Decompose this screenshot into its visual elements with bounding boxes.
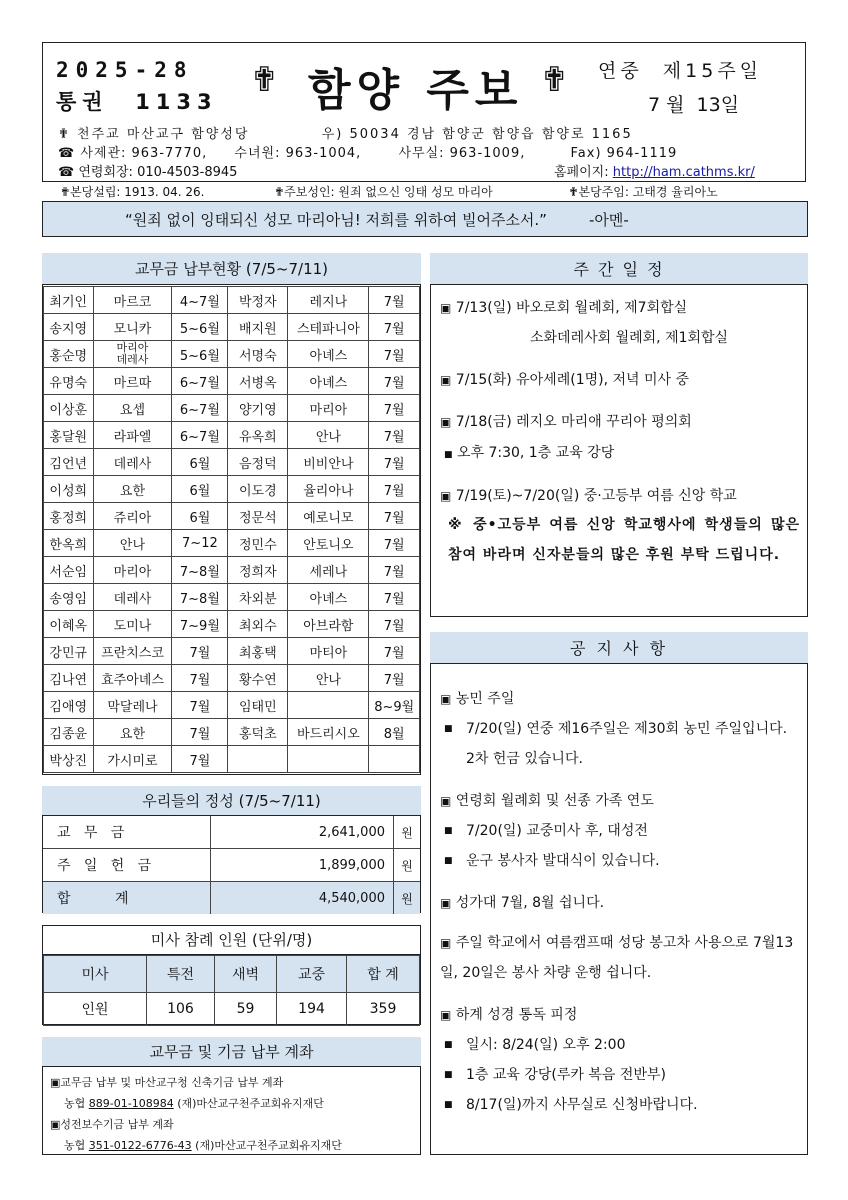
founded-date: 본당설립: 1913. 04. 26.	[70, 185, 205, 199]
table-row	[44, 476, 420, 503]
table-cell: 홍덕초	[228, 719, 288, 746]
postal-address: 우) 50034 경남 함양군 함양읍 함양로 1165	[321, 127, 633, 142]
table-cell	[228, 746, 288, 773]
table-row	[44, 692, 420, 719]
table-row	[44, 287, 420, 314]
table-cell: 유명숙	[44, 368, 94, 395]
table-cell: 김종윤	[44, 719, 94, 746]
bullet-icon: ■	[444, 856, 453, 866]
cross-icon: ✟	[568, 185, 579, 199]
bullet-icon: ■	[444, 1040, 453, 1050]
table-row	[44, 665, 420, 692]
table-cell: 4~7월	[172, 287, 228, 314]
cross-icon: ✟	[58, 127, 78, 142]
table-cell: 마르코	[93, 287, 172, 314]
table-cell: 황수연	[228, 665, 288, 692]
table-cell: 7월	[369, 638, 420, 665]
table-cell: 데레사	[93, 449, 172, 476]
table-cell: 최외수	[228, 611, 288, 638]
table-cell: 인원	[44, 993, 147, 1026]
square-bullet-icon: ▣	[50, 1118, 61, 1131]
mass-table	[43, 955, 420, 1026]
table-cell: 7월	[369, 395, 420, 422]
table-cell: 김언년	[44, 449, 94, 476]
table-cell: 배지원	[228, 314, 288, 341]
table-cell: 5~6월	[172, 314, 228, 341]
table-cell: 아브라함	[288, 611, 369, 638]
table-cell: 마리아	[288, 395, 369, 422]
table-cell: 359	[347, 993, 420, 1026]
table-cell: 쥬리아	[93, 503, 172, 530]
table-header: 합 계	[347, 956, 420, 993]
table-cell: 안나	[288, 665, 369, 692]
dues-table	[43, 286, 420, 773]
table-row	[44, 422, 420, 449]
table-cell: 7월	[369, 476, 420, 503]
table-cell: 요셉	[93, 395, 172, 422]
table-cell: 라파엘	[93, 422, 172, 449]
table-cell	[288, 692, 369, 719]
table-cell: 7월	[369, 341, 420, 368]
address-line	[58, 123, 633, 142]
table-cell: 정희자	[228, 557, 288, 584]
table-cell: 유옥희	[228, 422, 288, 449]
square-bullet-icon: ▣	[440, 896, 452, 910]
office-phone: 사무실: 963-1009,	[398, 146, 526, 161]
table-row	[44, 557, 420, 584]
table-cell: 효주아녜스	[93, 665, 172, 692]
table-cell: 최홍택	[228, 638, 288, 665]
table-row	[44, 314, 420, 341]
table-cell: 서병옥	[228, 368, 288, 395]
table-cell: 7월	[369, 314, 420, 341]
homepage: 홈페이지: http://ham.cathms.kr/	[554, 165, 755, 180]
bullet-icon: ■	[444, 1100, 453, 1110]
bullet-icon: ■	[444, 1070, 453, 1080]
table-cell: 박정자	[228, 287, 288, 314]
table-cell: 5~6월	[172, 341, 228, 368]
mass-title: 미사 참례 인원 (단위/명)	[42, 925, 421, 955]
issue-number: 2025-28	[56, 58, 194, 82]
table-cell: 정문석	[228, 503, 288, 530]
table-cell: 정민수	[228, 530, 288, 557]
offering-row	[43, 849, 420, 882]
table-cell: 7월	[369, 422, 420, 449]
cross-icon: ✟	[540, 60, 569, 100]
table-cell: 홍달원	[44, 422, 94, 449]
table-cell: 송영임	[44, 584, 94, 611]
offering-label: 교 무 금	[43, 816, 211, 848]
square-bullet-icon: ▣	[440, 794, 452, 808]
bulletin-date: 7 월 13일	[648, 94, 740, 116]
offering-title: 우리들의 정성 (7/5~7/11)	[42, 786, 421, 816]
bullet-icon: ■	[444, 724, 453, 734]
table-cell: 서순임	[44, 557, 94, 584]
table-cell: 박상진	[44, 746, 94, 773]
cross-icon: ✟	[250, 60, 279, 100]
table-cell: 7~12	[172, 530, 228, 557]
parish-name: 천주교 마산교구 함양성당	[77, 127, 250, 142]
table-cell: 이성희	[44, 476, 94, 503]
offering-row	[43, 816, 420, 849]
table-cell: 서명숙	[228, 341, 288, 368]
table-header: 미사	[44, 956, 147, 993]
phone-icon: ☎	[58, 165, 79, 180]
table-cell: 7월	[369, 665, 420, 692]
amen-text: -아멘-	[588, 210, 629, 229]
fax-number: Fax) 964-1119	[570, 146, 678, 161]
offering-amount: 2,641,000	[211, 816, 394, 848]
table-cell: 도미나	[93, 611, 172, 638]
table-cell: 7월	[369, 584, 420, 611]
table-cell: 양기영	[228, 395, 288, 422]
pastor-name: 본당주임: 고태경 율리아노	[578, 185, 718, 199]
table-cell: 강민규	[44, 638, 94, 665]
schedule-list: ▣ 7/13(일) 바오로회 월례회, 제7회합실 소화데레사회 월례회, 제1회합실 ▣ 7/15(화) 유아세례(1명), 저녁 미사 중 ▣ 7/18(금) 레지오 마리애 꾸리아 평의회 ■ 오후 7:30, 1층 교육 강당 ▣ 7/19(토)~7/20(일) 중·고등부 여름 신앙 학교 ※ 중•고등부 여름 신앙 학교행사에 학생들의 많은 참여 바라며 신자분들의 많은 후원 부탁 드립니다.	[440, 298, 800, 570]
convent-phone: 수녀원: 963-1004,	[234, 146, 362, 161]
offering-label: 주 일 헌 금	[43, 849, 211, 881]
table-cell: 한옥희	[44, 530, 94, 557]
table-cell: 이상훈	[44, 395, 94, 422]
volume-number: 통권 1133	[56, 90, 218, 114]
table-cell: 비비안나	[288, 449, 369, 476]
legion-contact: ☎ 연령회장: 010-4503-8945	[58, 165, 238, 180]
prayer-banner	[42, 201, 808, 237]
table-cell: 마티아	[288, 638, 369, 665]
table-cell: 세레나	[288, 557, 369, 584]
accounts-body: ▣교무금 납부 및 마산교구청 신축기금 납부 계좌 농협 889-01-108984 (재)마산교구천주교회유지재단 ▣성전보수기금 납부 계좌 농협 351-0122-6776-43 (재)마산교구천주교회유지재단	[50, 1076, 342, 1152]
table-cell: 7월	[369, 368, 420, 395]
offering-unit: 원	[401, 825, 413, 840]
table-row	[44, 503, 420, 530]
table-cell: 7월	[369, 503, 420, 530]
square-bullet-icon: ▣	[440, 1008, 452, 1022]
table-cell: 7월	[172, 665, 228, 692]
notices-title: 공 지 사 항	[430, 632, 808, 664]
schedule-title: 주 간 일 정	[430, 253, 808, 285]
table-row	[44, 584, 420, 611]
table-cell: 요한	[93, 476, 172, 503]
table-cell: 바드리시오	[288, 719, 369, 746]
table-cell: 194	[277, 993, 347, 1026]
table-cell: 가시미로	[93, 746, 172, 773]
bullet-icon: ■	[444, 450, 453, 460]
table-cell: 데레사	[93, 584, 172, 611]
account-number: 351-0122-6776-43	[88, 1139, 192, 1152]
table-cell: 이혜옥	[44, 611, 94, 638]
offering-unit: 원	[401, 858, 413, 873]
table-cell: 7월	[369, 557, 420, 584]
patron-saint: 주보성인: 원죄 없으신 잉태 성모 마리아	[284, 185, 493, 199]
liturgical-week: 연중 제15주일	[598, 60, 763, 82]
table-cell: 차외분	[228, 584, 288, 611]
table-cell: 이도경	[228, 476, 288, 503]
notices-list: ▣ 농민 주일 ■ 7/20(일) 연중 제16주일은 제30회 농민 주일입니다. 2차 헌금 있습니다. ▣ 연령회 월례회 및 선종 가족 연도 ■ 7/20(일) 교중미사 후, 대성전 ■ 운구 봉사자 발대식이 있습니다. ▣ 성가대 7월, 8월 쉽니다. ▣ 주일 학교에서 여름캠프때 성당 봉고차 사용으로 7월13일, 20일은 봉사 차량 운행 쉽니다. ▣ 하계 성경 통독 피정 ■ 일시: 8/24(일) 오후 2:00 ■ 1층 교육 강당(루카 복음 전반부) ■ 8/17(일)까지 사무실로 신청바랍니다.	[440, 688, 800, 1116]
table-cell: 106	[146, 993, 214, 1026]
table-cell: 59	[215, 993, 277, 1026]
square-bullet-icon: ▣	[440, 489, 452, 503]
table-cell	[288, 746, 369, 773]
table-cell: 레지나	[288, 287, 369, 314]
table-cell: 6월	[172, 476, 228, 503]
offering-table	[43, 816, 420, 914]
phone-line	[58, 142, 677, 161]
accounts-title: 교무금 및 기금 납부 계좌	[42, 1037, 421, 1067]
table-row	[44, 746, 420, 773]
table-cell: 마리아	[93, 557, 172, 584]
table-cell: 아녜스	[288, 584, 369, 611]
table-cell	[369, 746, 420, 773]
offering-unit: 원	[401, 891, 413, 906]
table-row	[44, 956, 420, 993]
table-row	[44, 719, 420, 746]
table-cell: 요한	[93, 719, 172, 746]
table-row	[44, 638, 420, 665]
table-cell: 예로니모	[288, 503, 369, 530]
offering-row	[43, 882, 420, 914]
table-cell: 마르따	[93, 368, 172, 395]
table-cell: 6~7월	[172, 422, 228, 449]
table-row	[44, 993, 420, 1026]
table-cell: 7월	[369, 287, 420, 314]
prayer-text: “원죄 없이 잉태되신 성모 마리아님! 저희를 위하여 빌어주소서.”	[125, 210, 547, 229]
table-cell: 안나	[288, 422, 369, 449]
table-cell: 8~9월	[369, 692, 420, 719]
table-cell: 아녜스	[288, 368, 369, 395]
homepage-link[interactable]: http://ham.cathms.kr/	[612, 165, 755, 180]
cross-icon: ✟	[274, 185, 285, 199]
table-cell: 안나	[93, 530, 172, 557]
schedule-note: ※ 중•고등부 여름 신앙 학교행사에 학생들의 많은 참여 바라며 신자분들의 많은 후원 부탁 드립니다.	[448, 517, 800, 563]
table-header: 교중	[277, 956, 347, 993]
table-cell: 최기인	[44, 287, 94, 314]
bulletin-title: 함양 주보	[308, 65, 524, 116]
table-cell: 홍순명	[44, 341, 94, 368]
square-bullet-icon: ▣	[440, 936, 452, 950]
table-header: 새벽	[215, 956, 277, 993]
table-cell: 7~8월	[172, 584, 228, 611]
rectory-phone: 사제관: 963-7770,	[80, 146, 208, 161]
table-row	[44, 368, 420, 395]
table-cell: 7월	[369, 449, 420, 476]
table-row	[44, 530, 420, 557]
table-cell: 7월	[172, 746, 228, 773]
table-cell: 7~8월	[172, 557, 228, 584]
table-cell: 송지영	[44, 314, 94, 341]
table-cell: 6~7월	[172, 368, 228, 395]
table-cell: 6월	[172, 449, 228, 476]
table-cell: 8월	[369, 719, 420, 746]
table-cell: 안토니오	[288, 530, 369, 557]
offering-amount: 4,540,000	[211, 882, 394, 914]
table-cell: 김애영	[44, 692, 94, 719]
table-cell: 김나연	[44, 665, 94, 692]
square-bullet-icon: ▣	[440, 373, 452, 387]
table-cell: 스테파니아	[288, 314, 369, 341]
table-row	[44, 341, 420, 368]
table-cell: 7월	[172, 719, 228, 746]
table-cell: 프란치스코	[93, 638, 172, 665]
bullet-icon: ■	[444, 826, 453, 836]
table-cell: 홍정희	[44, 503, 94, 530]
table-row	[44, 449, 420, 476]
table-cell: 7월	[369, 611, 420, 638]
account-number: 889-01-108984	[88, 1097, 174, 1110]
table-cell: 7월	[369, 530, 420, 557]
parish-info-row	[60, 183, 810, 200]
square-bullet-icon: ▣	[440, 301, 452, 315]
table-row	[44, 611, 420, 638]
table-cell: 율리아나	[288, 476, 369, 503]
table-cell: 7월	[172, 692, 228, 719]
offering-amount: 1,899,000	[211, 849, 394, 881]
table-cell: 모니카	[93, 314, 172, 341]
table-cell: 마리아 데레사	[93, 341, 172, 368]
dues-title: 교무금 납부현황 (7/5~7/11)	[42, 253, 421, 285]
table-header: 특전	[146, 956, 214, 993]
table-cell: 아녜스	[288, 341, 369, 368]
table-cell: 7월	[172, 638, 228, 665]
table-cell: 임태민	[228, 692, 288, 719]
phone-icon: ☎	[58, 146, 81, 161]
square-bullet-icon: ▣	[50, 1076, 61, 1089]
table-cell: 음정덕	[228, 449, 288, 476]
table-cell: 7~9월	[172, 611, 228, 638]
cross-icon: ✟	[60, 185, 71, 199]
table-cell: 6~7월	[172, 395, 228, 422]
square-bullet-icon: ▣	[440, 692, 452, 706]
table-row	[44, 395, 420, 422]
table-cell: 막달레나	[93, 692, 172, 719]
square-bullet-icon: ▣	[440, 415, 452, 429]
table-cell: 6월	[172, 503, 228, 530]
offering-label: 합 계	[43, 882, 211, 914]
